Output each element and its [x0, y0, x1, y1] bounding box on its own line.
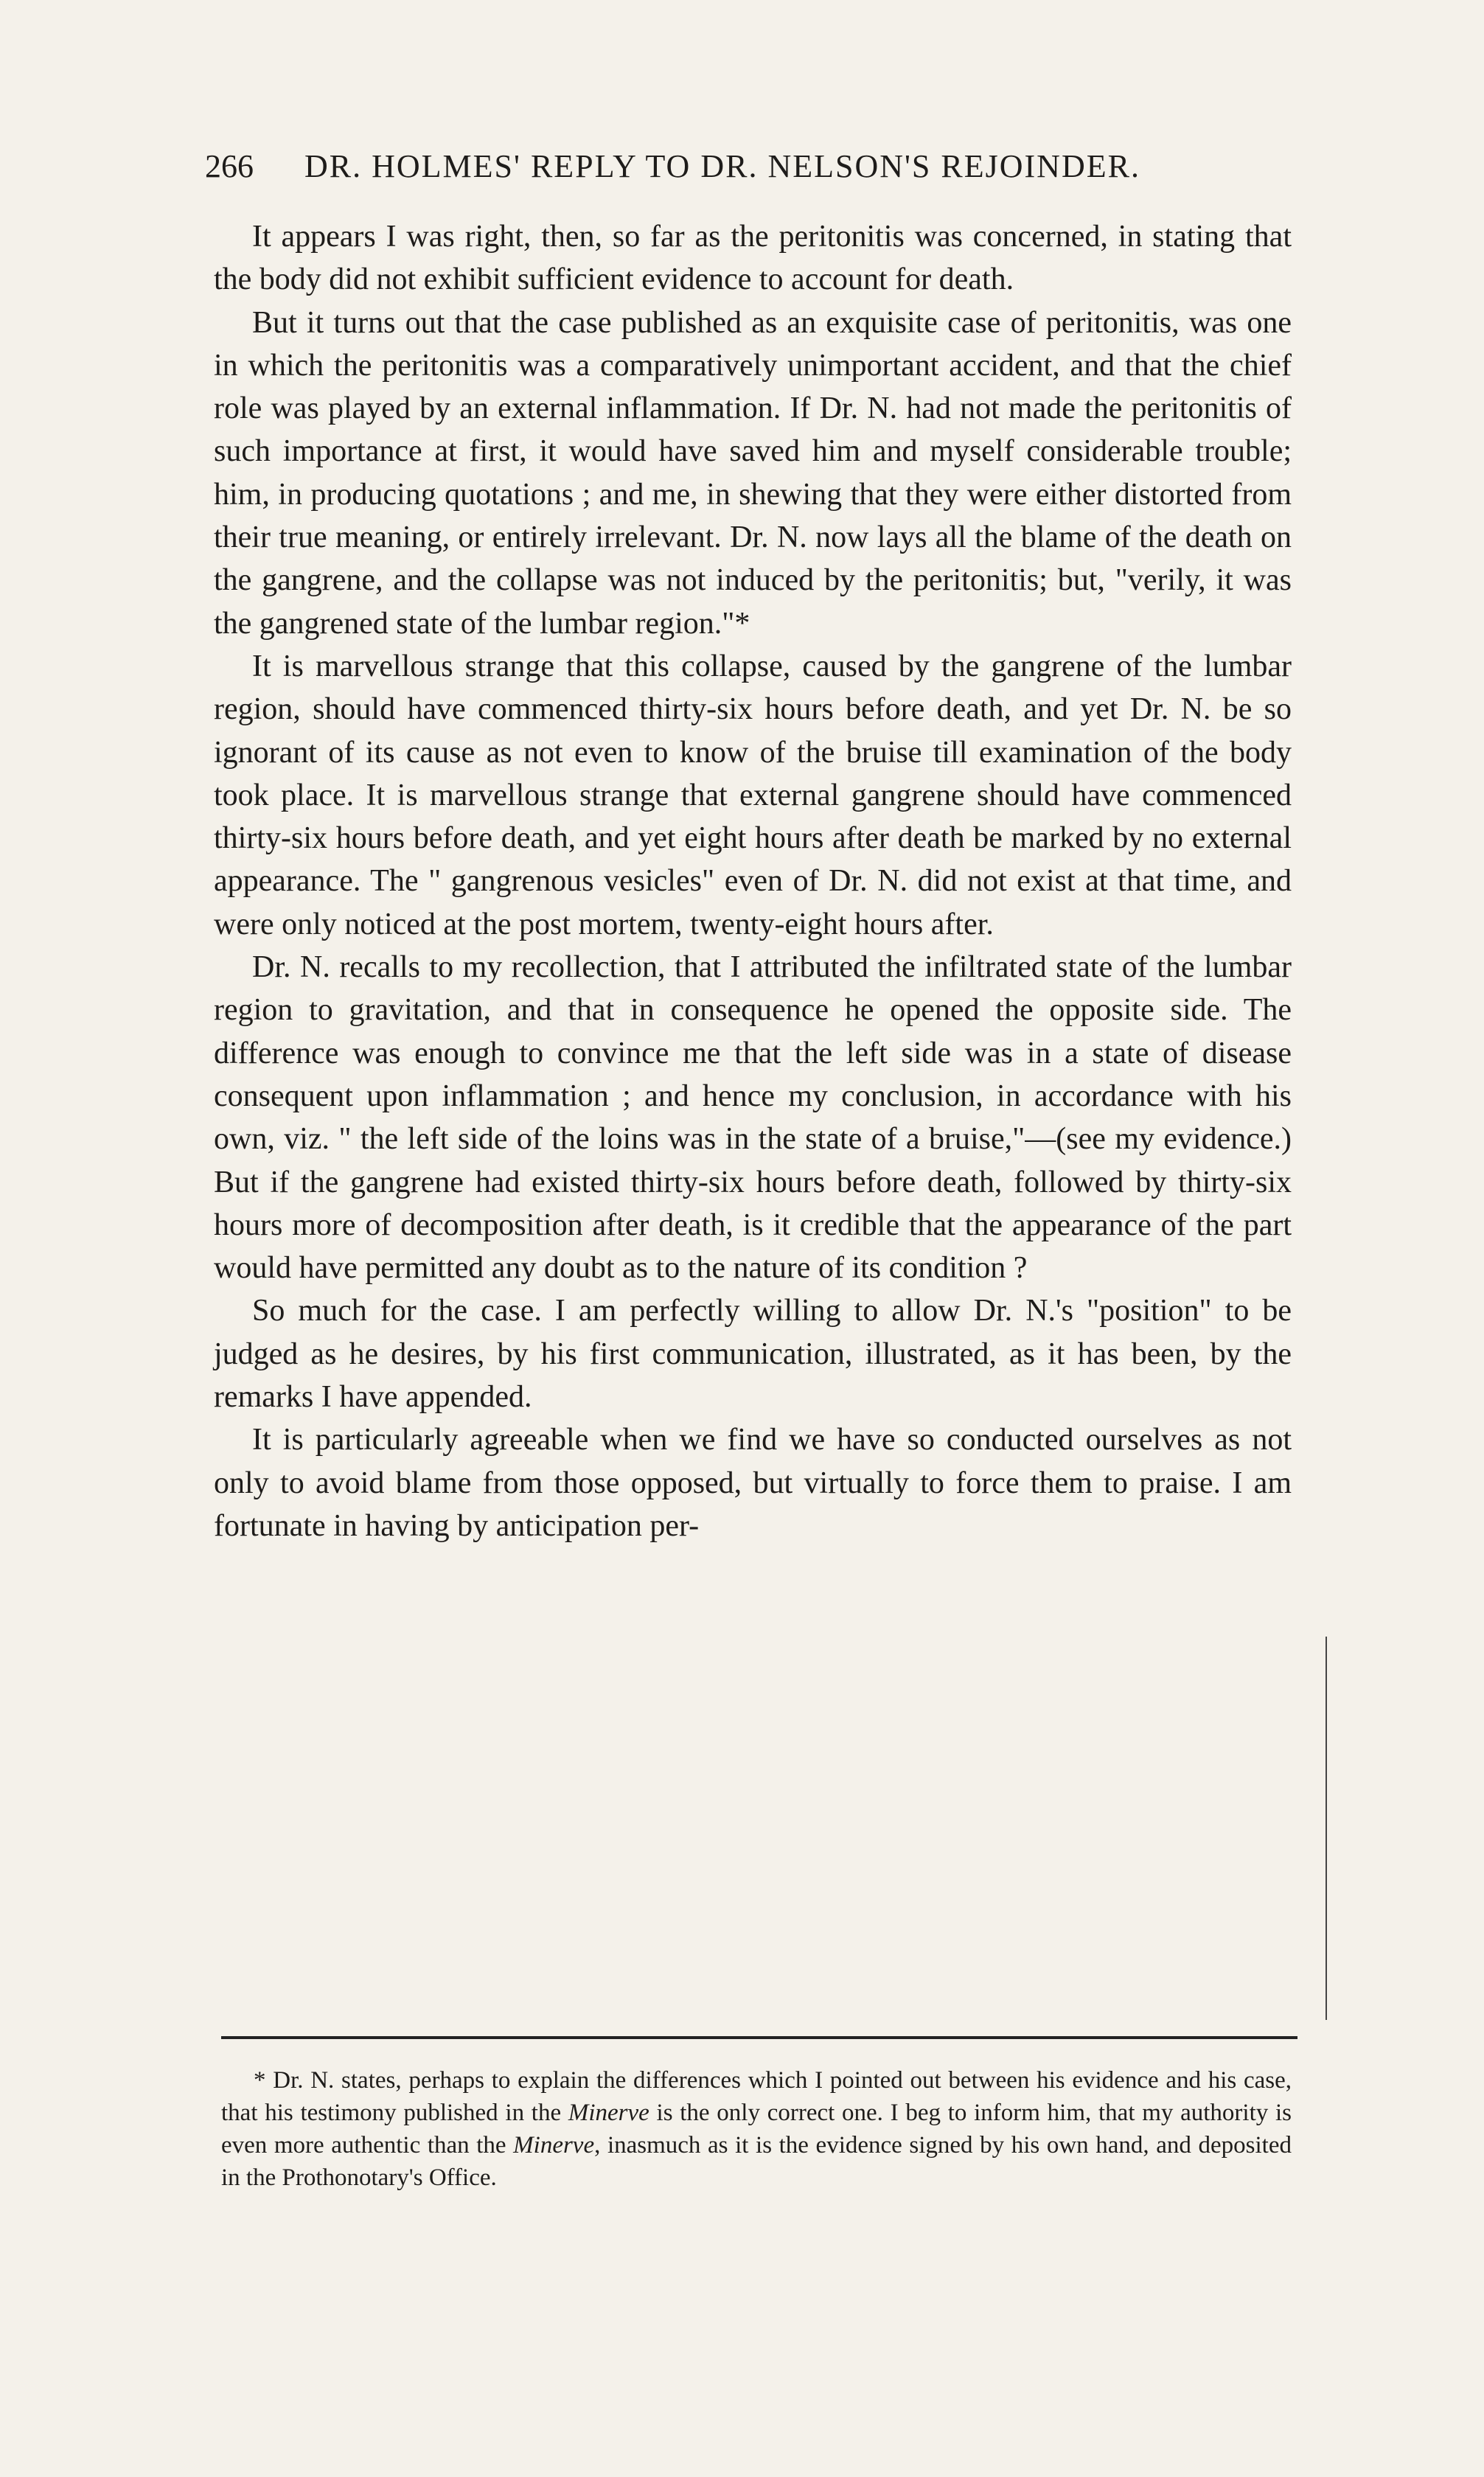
footnote-rule: [221, 2036, 1297, 2039]
footnote-part-2: is the only correct one. I beg to inform him, that my authority is even more authentic than the: [221, 2100, 1292, 2159]
page-header: [205, 144, 1311, 189]
paragraph-1: It appears I was right, then, so far as the peritonitis was concerned, in stating that the body did not exhibit sufficient evidence to account for death.: [214, 220, 1292, 297]
body-text: [214, 215, 1292, 1547]
paragraph-6: It is particularly agreeable when we find we have so conducted ourselves as not only to avoid blame from those opposed, but virtually to force them to praise. I am fortunate in having by anticipation per-: [214, 1423, 1292, 1543]
footnote: [221, 2064, 1292, 2194]
footnote-part-1: * Dr. N. states, perhaps to explain the differences which I pointed out between his evidence and his case, that his testimony published in the: [221, 2067, 1292, 2126]
page-number: 266: [205, 148, 254, 184]
running-head: DR. HOLMES' REPLY TO DR. NELSON'S REJOINDER.: [304, 148, 1140, 184]
paragraph-4: Dr. N. recalls to my recollection, that I attributed the infiltrated state of the lumbar region to gravitation, and that in consequence he opened the opposite side. The difference was enough to convince me that the left side was in a state of disease consequent upon inflammation ; and hence my conclusion, in accordance with his own, viz. " the left side of the loins was in the state of a bruise,"—(see my evidence.) But if the gangrene had existed thirty-six hours before death, followed by thirty-six hours more of decomposition after death, is it credible that the appearance of the part would have permitted any doubt as to the nature of its condition ?: [214, 950, 1292, 1286]
footnote-italic-minerve-1: Minerve: [568, 2100, 649, 2126]
paragraph-2: But it turns out that the case published as an exquisite case of peritonitis, was one in which the peritonitis was a comparatively unimportant accident, and that the chief role was played by an external inflammation. If Dr. N. had not made the peritonitis of such importance at first, it would have saved him and myself considerable trouble; him, in producing quotations ; and me, in shewing that they were either distorted from their true meaning, or entirely irrelevant. Dr. N. now lays all the blame of the death on the gangrene, and the collapse was not induced by the peritonitis; but, "verily, it was the gangrened state of the lumbar region."*: [214, 305, 1292, 641]
footnote-italic-minerve-2: Minerve: [513, 2132, 595, 2159]
footnote-part-3: , inasmuch as it is the evidence signed by his own hand, and deposited in the Prothonotary's Office.: [221, 2132, 1292, 2191]
paragraph-5: So much for the case. I am perfectly willing to allow Dr. N.'s "position" to be judged as he desires, by his first communication, illustrated, as it has been, by the remarks I have appended.: [214, 1294, 1292, 1415]
footnote-text: [221, 2064, 1292, 2194]
margin-line-mark: [1326, 1637, 1327, 2020]
paragraph-3: It is marvellous strange that this collapse, caused by the gangrene of the lumbar region, should have commenced thirty-six hours before death, and yet Dr. N. be so ignorant of its cause as not even to know of the bruise till examination of the body took place. It is marvellous strange that external gangrene should have commenced thirty-six hours before death, and yet eight hours after death be marked by no external appearance. The " gangrenous vesicles" even of Dr. N. did not exist at that time, and were only noticed at the post mortem, twenty-eight hours after.: [214, 649, 1292, 941]
